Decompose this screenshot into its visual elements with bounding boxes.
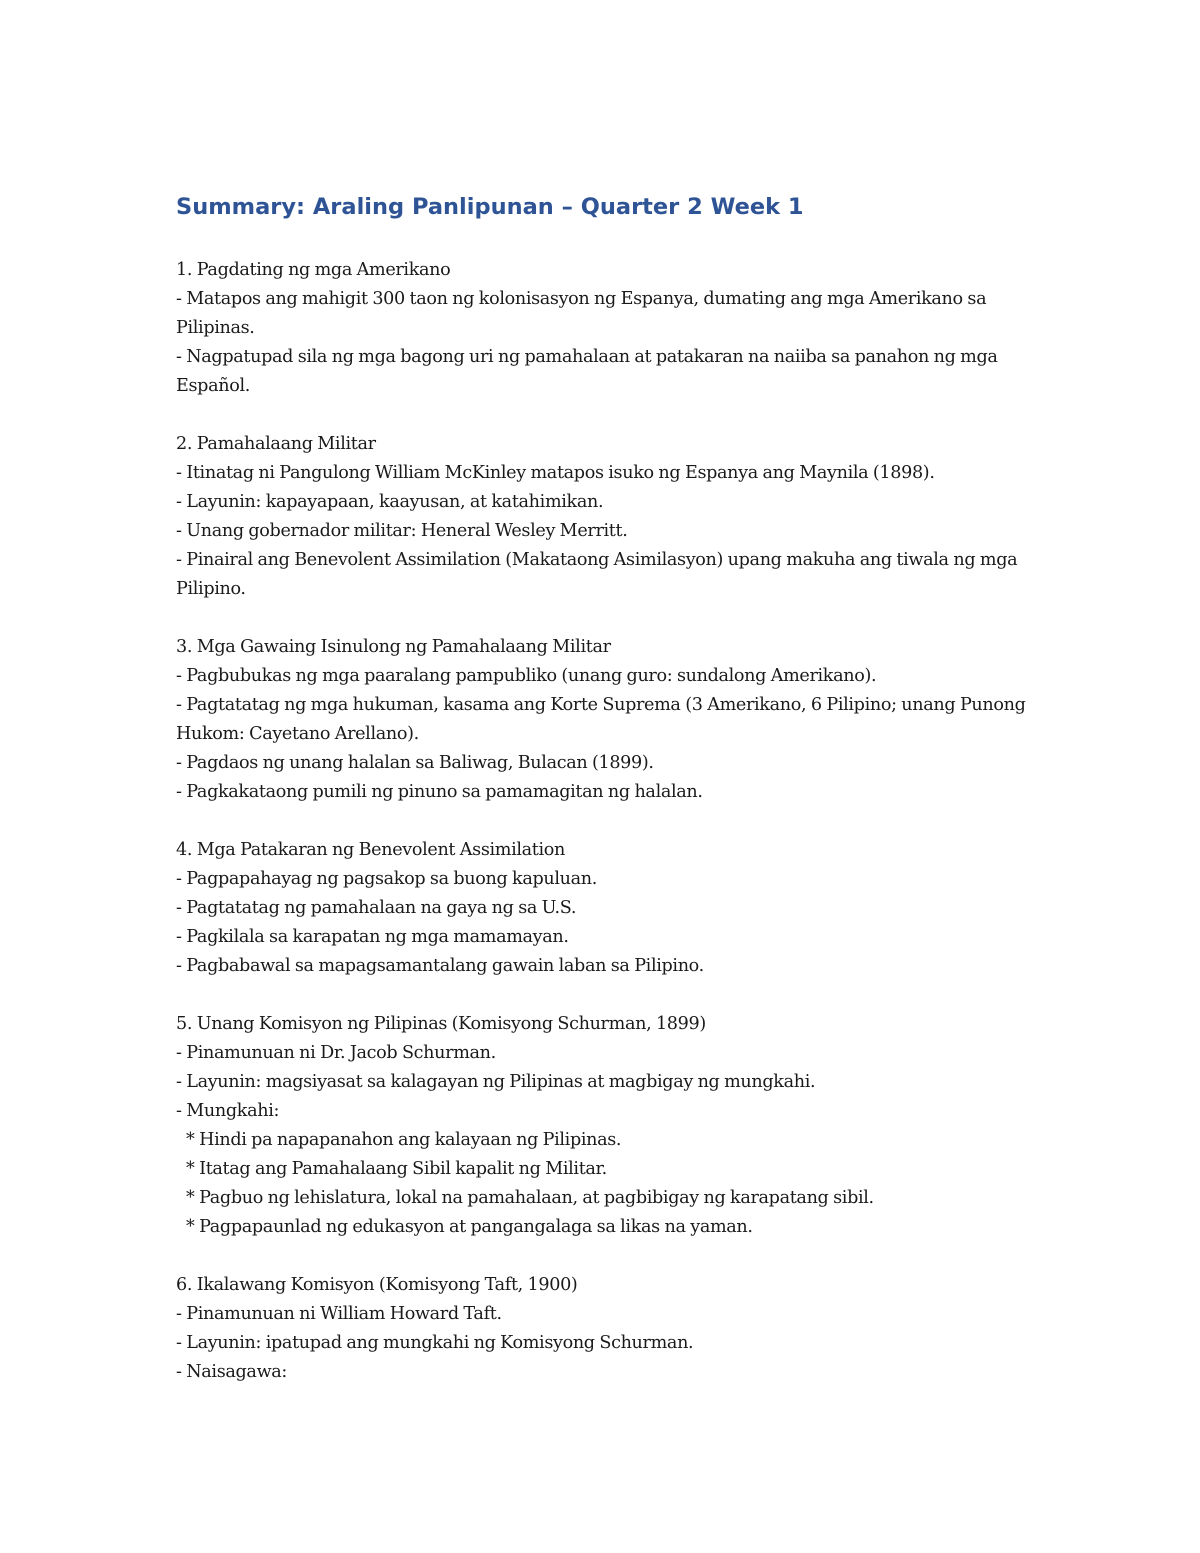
section-gawaing-isinulong bbox=[176, 633, 1036, 807]
section-line: - Pagbabawal sa mapagsamantalang gawain laban sa Pilipino. bbox=[176, 956, 704, 976]
section-heading: 2. Pamahalaang Militar bbox=[176, 434, 376, 454]
bullet-subline: * Itatag ang Pamahalaang Sibil kapalit ng Militar. bbox=[186, 1159, 607, 1179]
section-line: - Layunin: ipatupad ang mungkahi ng Komisyong Schurman. bbox=[176, 1333, 694, 1353]
section-heading: 5. Unang Komisyon ng Pilipinas (Komisyong Schurman, 1899) bbox=[176, 1014, 706, 1034]
bullet-subline: * Pagbuo ng lehislatura, lokal na pamahalaan, at pagbibigay ng karapatang sibil. bbox=[186, 1188, 874, 1208]
section-komisyong-schurman bbox=[176, 1010, 1036, 1242]
section-heading: 6. Ikalawang Komisyon (Komisyong Taft, 1900) bbox=[176, 1275, 578, 1295]
section-heading: 1. Pagdating ng mga Amerikano bbox=[176, 260, 451, 280]
section-line: - Pagtatatag ng mga hukuman, kasama ang Korte Suprema (3 Amerikano, 6 Pilipino; unang Punong Hukom: Cayetano Arellano). bbox=[176, 695, 1026, 744]
section-line: - Pagbubukas ng mga paaralang pampubliko (unang guro: sundalong Amerikano). bbox=[176, 666, 877, 686]
document-title: Summary: Araling Panlipunan – Quarter 2 Week 1 bbox=[176, 194, 804, 220]
section-heading: 4. Mga Patakaran ng Benevolent Assimilation bbox=[176, 840, 566, 860]
document-body bbox=[176, 256, 1036, 1387]
section-line: - Pagdaos ng unang halalan sa Baliwag, Bulacan (1899). bbox=[176, 753, 654, 773]
section-benevolent-assimilation bbox=[176, 836, 1036, 981]
section-line: - Pinamunuan ni Dr. Jacob Schurman. bbox=[176, 1043, 496, 1063]
section-komisyong-taft bbox=[176, 1271, 1036, 1387]
section-line: - Pagkilala sa karapatan ng mga mamamayan. bbox=[176, 927, 569, 947]
section-line: - Itinatag ni Pangulong William McKinley matapos isuko ng Espanya ang Maynila (1898). bbox=[176, 463, 935, 483]
section-line: - Pinairal ang Benevolent Assimilation (Makataong Asimilasyon) upang makuha ang tiwala ng mga Pilipino. bbox=[176, 550, 1018, 599]
section-line: - Mungkahi: bbox=[176, 1101, 280, 1121]
section-line: - Pagpapahayag ng pagsakop sa buong kapuluan. bbox=[176, 869, 598, 889]
section-line: - Unang gobernador militar: Heneral Wesley Merritt. bbox=[176, 521, 628, 541]
bullet-subline: * Hindi pa napapanahon ang kalayaan ng Pilipinas. bbox=[186, 1130, 622, 1150]
section-line: - Layunin: kapayapaan, kaayusan, at katahimikan. bbox=[176, 492, 604, 512]
section-line: - Matapos ang mahigit 300 taon ng kolonisasyon ng Espanya, dumating ang mga Amerikano sa Pilipinas. bbox=[176, 289, 987, 338]
section-line: - Nagpatupad sila ng mga bagong uri ng pamahalaan at patakaran na naiiba sa panahon ng mga Español. bbox=[176, 347, 998, 396]
section-line: - Pagkakataong pumili ng pinuno sa pamamagitan ng halalan. bbox=[176, 782, 703, 802]
section-heading: 3. Mga Gawaing Isinulong ng Pamahalaang Militar bbox=[176, 637, 611, 657]
section-line: - Pagtatatag ng pamahalaan na gaya ng sa U.S. bbox=[176, 898, 577, 918]
section-line: - Naisagawa: bbox=[176, 1362, 287, 1382]
bullet-subline: * Pagpapaunlad ng edukasyon at pangangalaga sa likas na yaman. bbox=[186, 1217, 753, 1237]
section-pamahalaang-militar bbox=[176, 430, 1036, 604]
section-pagdating bbox=[176, 256, 1036, 401]
section-line: - Pinamunuan ni William Howard Taft. bbox=[176, 1304, 502, 1324]
section-line: - Layunin: magsiyasat sa kalagayan ng Pilipinas at magbigay ng mungkahi. bbox=[176, 1072, 816, 1092]
